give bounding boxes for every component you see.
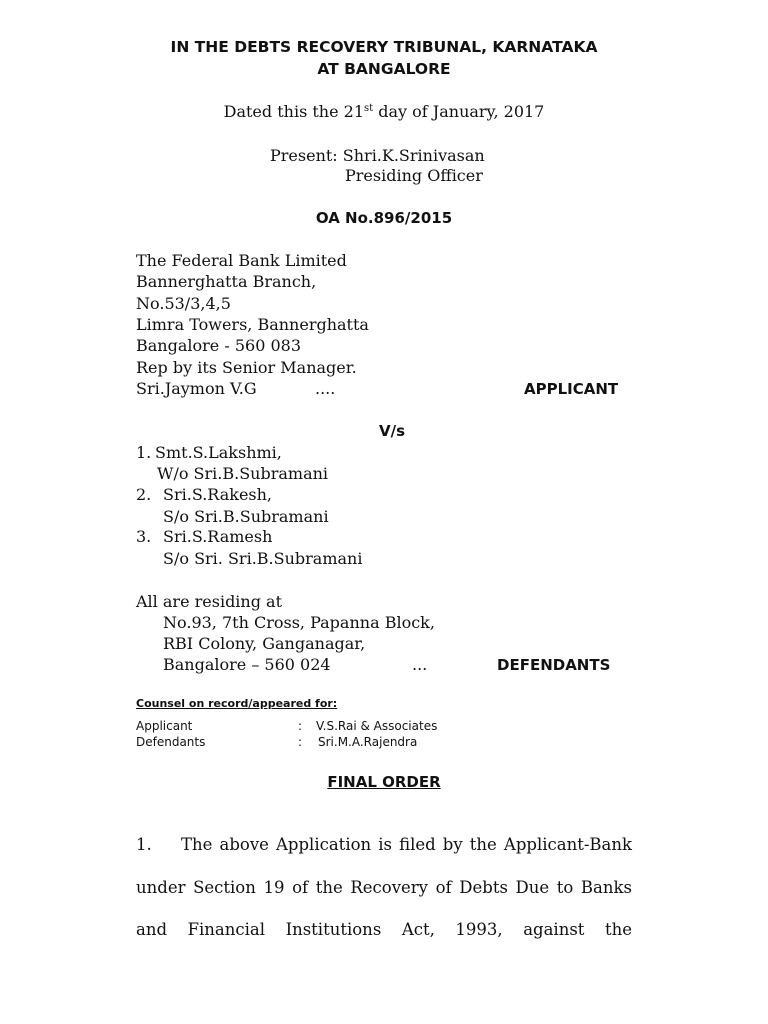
- defendant-relation: W/o Sri.B.Subramani: [157, 464, 329, 483]
- court-title-line1: IN THE DEBTS RECOVERY TRIBUNAL, KARNATAKA: [170, 38, 598, 56]
- versus-label: V/s: [378, 422, 405, 440]
- case-number: OA No.896/2015: [315, 209, 453, 227]
- applicant-line: No.53/3,4,5: [136, 294, 231, 313]
- defendant-relation: S/o Sri. Sri.B.Subramani: [163, 549, 363, 568]
- applicant-label: APPLICANT: [524, 380, 619, 398]
- defendant-number: 1.: [136, 443, 152, 462]
- paragraph-line: and Financial Institutions Act, 1993, against the: [136, 920, 632, 939]
- applicant-line: Limra Towers, Bannerghatta: [136, 315, 369, 334]
- address-line: RBI Colony, Ganganagar,: [163, 634, 366, 653]
- present-designation: Presiding Officer: [345, 166, 483, 185]
- applicant-line: The Federal Bank Limited: [136, 251, 347, 270]
- applicant-line: Bannerghatta Branch,: [136, 272, 317, 291]
- defendant-number: 2.: [136, 485, 152, 504]
- defendants-label: DEFENDANTS: [497, 656, 611, 674]
- counsel-separator: :: [298, 735, 303, 749]
- final-order-title: FINAL ORDER: [327, 773, 441, 791]
- paragraph-line: under Section 19 of the Recovery of Debts Due to Banks: [136, 878, 632, 897]
- defendant-name: Sri.S.Ramesh: [163, 527, 273, 546]
- counsel-party: Applicant: [136, 719, 193, 733]
- counsel-name: Sri.M.A.Rajendra: [318, 735, 418, 749]
- counsel-heading: Counsel on record/appeared for:: [136, 697, 338, 710]
- applicant-line: Bangalore - 560 083: [136, 336, 301, 355]
- defendant-number: 3.: [136, 527, 152, 546]
- residing-label: All are residing at: [136, 592, 283, 611]
- applicant-line: Rep by its Senior Manager.: [136, 358, 357, 377]
- counsel-name: V.S.Rai & Associates: [316, 719, 438, 733]
- present-officer: Present: Shri.K.Srinivasan: [270, 146, 485, 165]
- applicant-dots: ....: [315, 379, 336, 398]
- counsel-party: Defendants: [136, 735, 206, 749]
- defendant-relation: S/o Sri.B.Subramani: [163, 507, 329, 526]
- court-title-line2: AT BANGALORE: [317, 60, 451, 78]
- defendant-name: Sri.S.Rakesh,: [163, 485, 273, 504]
- address-line: Bangalore – 560 024: [163, 655, 331, 674]
- counsel-separator: :: [298, 719, 303, 733]
- defendants-dots: ...: [412, 655, 428, 674]
- address-line: No.93, 7th Cross, Papanna Block,: [163, 613, 435, 632]
- order-date: Dated this the 21st day of January, 2017: [223, 102, 545, 121]
- paragraph-number: 1.: [136, 835, 152, 854]
- defendant-name: Smt.S.Lakshmi,: [155, 443, 282, 462]
- applicant-rep-name: Sri.Jaymon V.G: [136, 379, 257, 398]
- paragraph-line: The above Application is filed by the Applicant-Bank: [181, 835, 632, 854]
